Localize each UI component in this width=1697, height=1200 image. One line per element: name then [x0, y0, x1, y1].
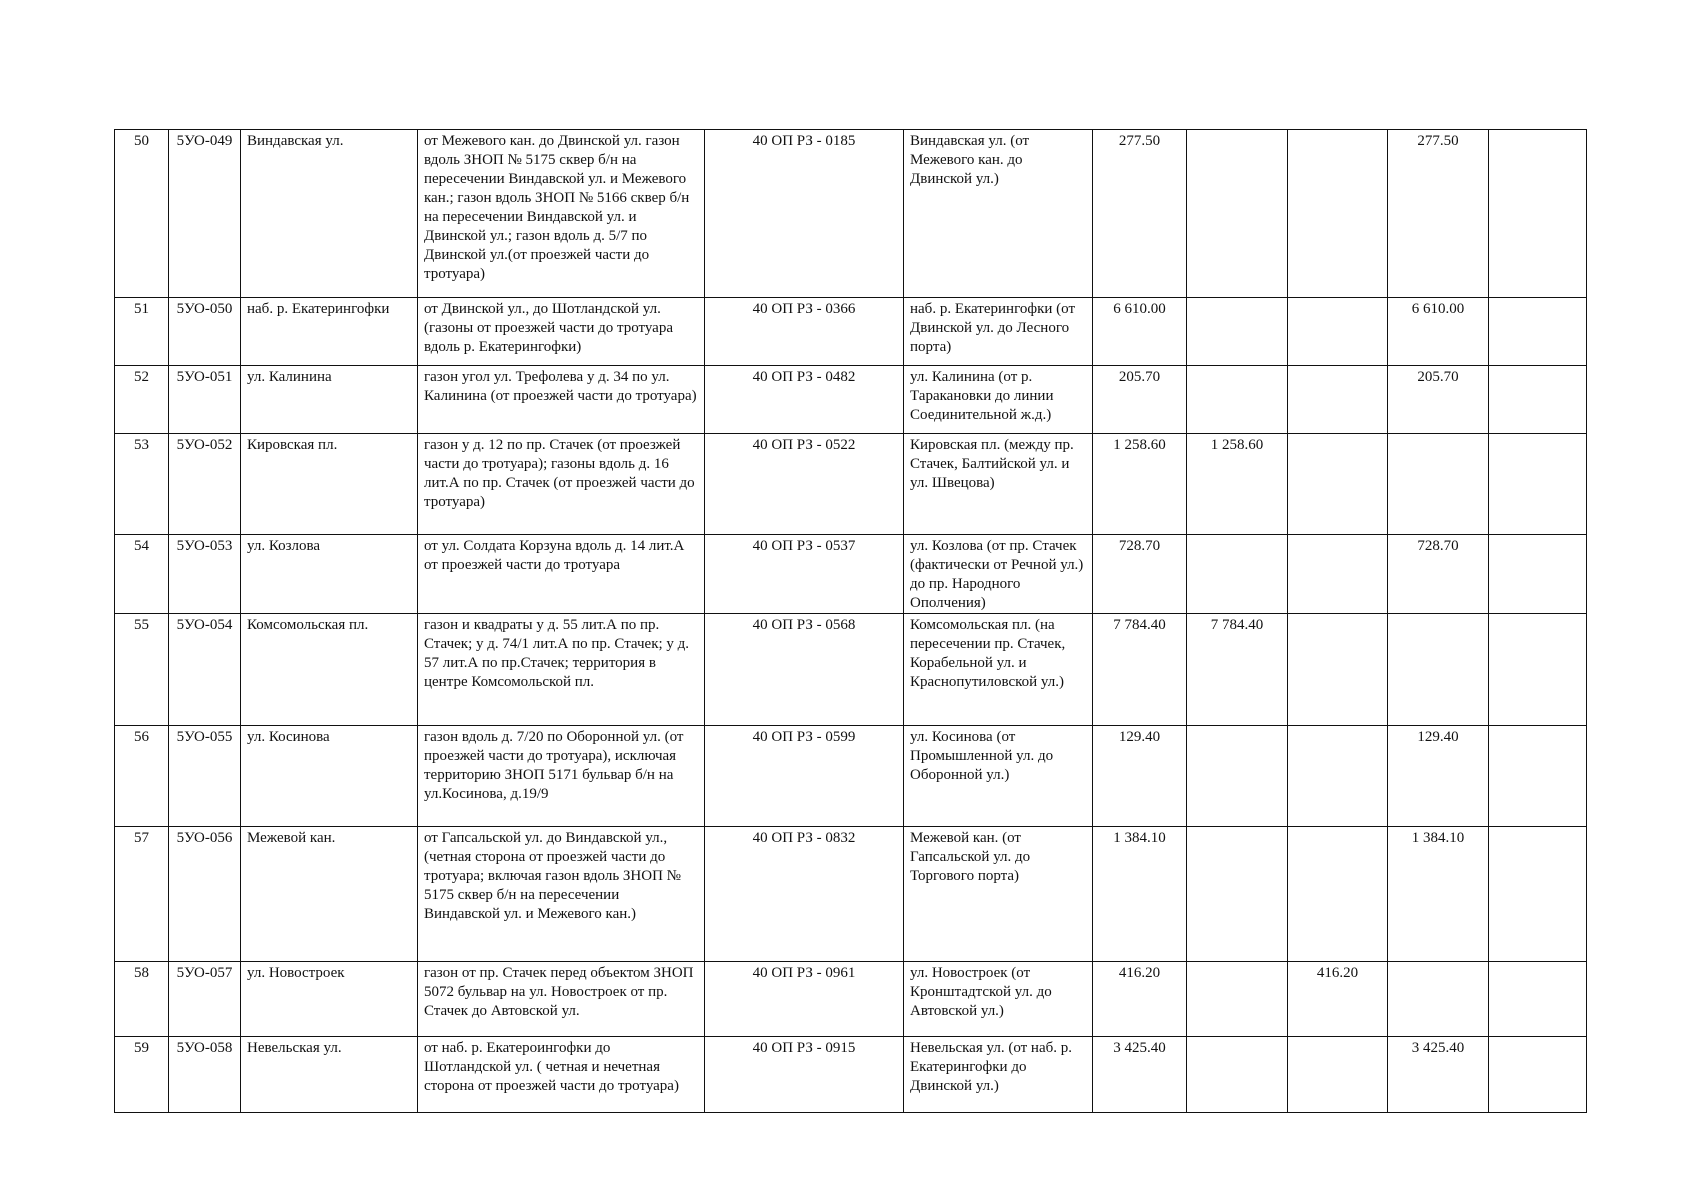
route-name-cell: Виндавская ул. (от Межевого кан. до Двинской ул.)	[904, 130, 1093, 298]
street-name-cell: Комсомольская пл.	[241, 614, 418, 726]
value-col-11-cell	[1489, 130, 1587, 298]
object-code-cell: 5УО-056	[169, 827, 241, 962]
value-col-9-cell	[1288, 1037, 1388, 1113]
value-col-8-cell	[1187, 298, 1288, 366]
area-total-cell: 3 425.40	[1093, 1037, 1187, 1113]
value-col-8-cell: 7 784.40	[1187, 614, 1288, 726]
value-col-9-cell	[1288, 535, 1388, 614]
route-name-cell: ул. Косинова (от Промышленной ул. до Оборонной ул.)	[904, 726, 1093, 827]
area-description-cell: газон и квадраты у д. 55 лит.А по пр. Стачек; у д. 74/1 лит.А по пр. Стачек; у д. 57 лит.А по пр.Стачек; территория в центре Комсомольской пл.	[418, 614, 705, 726]
value-col-9-cell	[1288, 366, 1388, 434]
value-col-8-cell	[1187, 366, 1288, 434]
route-name-cell: ул. Калинина (от р. Таракановки до линии Соединительной ж.д.)	[904, 366, 1093, 434]
route-name-cell: наб. р. Екатерингофки (от Двинской ул. до Лесного порта)	[904, 298, 1093, 366]
value-col-9-cell: 416.20	[1288, 962, 1388, 1037]
value-col-11-cell	[1489, 1037, 1587, 1113]
row-number-cell: 50	[115, 130, 169, 298]
object-code-cell: 5УО-049	[169, 130, 241, 298]
value-col-8-cell	[1187, 1037, 1288, 1113]
value-col-9-cell	[1288, 827, 1388, 962]
street-name-cell: ул. Новостроек	[241, 962, 418, 1037]
route-id-cell: 40 ОП РЗ - 0522	[705, 434, 904, 535]
value-col-11-cell	[1489, 434, 1587, 535]
row-number-cell: 54	[115, 535, 169, 614]
street-name-cell: ул. Козлова	[241, 535, 418, 614]
route-id-cell: 40 ОП РЗ - 0537	[705, 535, 904, 614]
value-col-10-cell: 205.70	[1388, 366, 1489, 434]
area-description-cell: от Двинской ул., до Шотландской ул. (газоны от проезжей части до тротуара вдоль р. Екатерингофки)	[418, 298, 705, 366]
area-description-cell: газон у д. 12 по пр. Стачек (от проезжей части до тротуара); газоны вдоль д. 16 лит.А по пр. Стачек (от проезжей части до тротуара)	[418, 434, 705, 535]
object-code-cell: 5УО-052	[169, 434, 241, 535]
row-number-cell: 57	[115, 827, 169, 962]
table-body	[115, 130, 1587, 1113]
row-number-cell: 51	[115, 298, 169, 366]
value-col-10-cell	[1388, 962, 1489, 1037]
street-name-cell: ул. Калинина	[241, 366, 418, 434]
object-code-cell: 5УО-055	[169, 726, 241, 827]
area-total-cell: 205.70	[1093, 366, 1187, 434]
area-total-cell: 129.40	[1093, 726, 1187, 827]
value-col-8-cell	[1187, 962, 1288, 1037]
area-description-cell: газон вдоль д. 7/20 по Оборонной ул. (от проезжей части до тротуара), исключая территорию ЗНОП 5171 бульвар б/н на ул.Косинова, д.19/9	[418, 726, 705, 827]
value-col-9-cell	[1288, 726, 1388, 827]
value-col-10-cell: 277.50	[1388, 130, 1489, 298]
row-number-cell: 56	[115, 726, 169, 827]
value-col-10-cell	[1388, 614, 1489, 726]
value-col-10-cell: 129.40	[1388, 726, 1489, 827]
route-id-cell: 40 ОП РЗ - 0568	[705, 614, 904, 726]
value-col-9-cell	[1288, 298, 1388, 366]
value-col-11-cell	[1489, 614, 1587, 726]
value-col-11-cell	[1489, 962, 1587, 1037]
street-name-cell: Невельская ул.	[241, 1037, 418, 1113]
value-col-11-cell	[1489, 827, 1587, 962]
area-description-cell: газон от пр. Стачек перед объектом ЗНОП 5072 бульвар на ул. Новостроек от пр. Стачек до Автовской ул.	[418, 962, 705, 1037]
value-col-8-cell	[1187, 535, 1288, 614]
table-row	[115, 614, 1587, 726]
row-number-cell: 53	[115, 434, 169, 535]
object-code-cell: 5УО-053	[169, 535, 241, 614]
table-row	[115, 726, 1587, 827]
value-col-8-cell: 1 258.60	[1187, 434, 1288, 535]
route-name-cell: ул. Козлова (от пр. Стачек (фактически от Речной ул.) до пр. Народного Ополчения)	[904, 535, 1093, 614]
route-name-cell: Комсомольская пл. (на пересечении пр. Стачек, Корабельной ул. и Краснопутиловской ул.)	[904, 614, 1093, 726]
area-description-cell: от Межевого кан. до Двинской ул. газон вдоль ЗНОП № 5175 сквер б/н на пересечении Виндавской ул. и Межевого кан.; газон вдоль ЗНОП № 5166 сквер б/н на пересечении Виндавской ул. и Двинской ул.; газон вдоль д. 5/7 по Двинской ул.(от проезжей части до тротуара)	[418, 130, 705, 298]
value-col-10-cell: 728.70	[1388, 535, 1489, 614]
table-row	[115, 827, 1587, 962]
area-description-cell: газон угол ул. Трефолева у д. 34 по ул. Калинина (от проезжей части до тротуара)	[418, 366, 705, 434]
route-id-cell: 40 ОП РЗ - 0366	[705, 298, 904, 366]
object-code-cell: 5УО-054	[169, 614, 241, 726]
route-id-cell: 40 ОП РЗ - 0482	[705, 366, 904, 434]
value-col-10-cell	[1388, 434, 1489, 535]
object-code-cell: 5УО-058	[169, 1037, 241, 1113]
street-name-cell: ул. Косинова	[241, 726, 418, 827]
route-id-cell: 40 ОП РЗ - 0599	[705, 726, 904, 827]
route-name-cell: Кировская пл. (между пр. Стачек, Балтийской ул. и ул. Швецова)	[904, 434, 1093, 535]
value-col-8-cell	[1187, 726, 1288, 827]
value-col-9-cell	[1288, 434, 1388, 535]
area-total-cell: 6 610.00	[1093, 298, 1187, 366]
row-number-cell: 58	[115, 962, 169, 1037]
area-description-cell: от наб. р. Екатероингофки до Шотландской ул. ( четная и нечетная сторона от проезжей части до тротуара)	[418, 1037, 705, 1113]
area-total-cell: 1 384.10	[1093, 827, 1187, 962]
route-id-cell: 40 ОП РЗ - 0961	[705, 962, 904, 1037]
route-name-cell: Межевой кан. (от Гапсальской ул. до Торгового порта)	[904, 827, 1093, 962]
row-number-cell: 55	[115, 614, 169, 726]
route-name-cell: ул. Новостроек (от Кронштадтской ул. до Автовской ул.)	[904, 962, 1093, 1037]
table-row	[115, 962, 1587, 1037]
object-code-cell: 5УО-057	[169, 962, 241, 1037]
value-col-10-cell: 1 384.10	[1388, 827, 1489, 962]
table-row	[115, 1037, 1587, 1113]
table-row	[115, 298, 1587, 366]
street-name-cell: Межевой кан.	[241, 827, 418, 962]
route-name-cell: Невельская ул. (от наб. р. Екатерингофки до Двинской ул.)	[904, 1037, 1093, 1113]
value-col-10-cell: 3 425.40	[1388, 1037, 1489, 1113]
street-name-cell: наб. р. Екатерингофки	[241, 298, 418, 366]
street-name-cell: Виндавская ул.	[241, 130, 418, 298]
table-row	[115, 535, 1587, 614]
table-row	[115, 434, 1587, 535]
registry-table	[114, 129, 1587, 1113]
street-name-cell: Кировская пл.	[241, 434, 418, 535]
value-col-8-cell	[1187, 827, 1288, 962]
value-col-9-cell	[1288, 614, 1388, 726]
route-id-cell: 40 ОП РЗ - 0185	[705, 130, 904, 298]
route-id-cell: 40 ОП РЗ - 0915	[705, 1037, 904, 1113]
object-code-cell: 5УО-051	[169, 366, 241, 434]
object-code-cell: 5УО-050	[169, 298, 241, 366]
area-description-cell: от ул. Солдата Корзуна вдоль д. 14 лит.А от проезжей части до тротуара	[418, 535, 705, 614]
area-total-cell: 7 784.40	[1093, 614, 1187, 726]
table-row	[115, 366, 1587, 434]
area-total-cell: 277.50	[1093, 130, 1187, 298]
area-total-cell: 1 258.60	[1093, 434, 1187, 535]
area-total-cell: 416.20	[1093, 962, 1187, 1037]
value-col-10-cell: 6 610.00	[1388, 298, 1489, 366]
area-description-cell: от Гапсальской ул. до Виндавской ул., (четная сторона от проезжей части до тротуара; включая газон вдоль ЗНОП № 5175 сквер б/н на пересечении Виндавской ул. и Межевого кан.)	[418, 827, 705, 962]
value-col-8-cell	[1187, 130, 1288, 298]
value-col-9-cell	[1288, 130, 1388, 298]
row-number-cell: 59	[115, 1037, 169, 1113]
value-col-11-cell	[1489, 726, 1587, 827]
value-col-11-cell	[1489, 298, 1587, 366]
row-number-cell: 52	[115, 366, 169, 434]
value-col-11-cell	[1489, 366, 1587, 434]
route-id-cell: 40 ОП РЗ - 0832	[705, 827, 904, 962]
table-row	[115, 130, 1587, 298]
value-col-11-cell	[1489, 535, 1587, 614]
area-total-cell: 728.70	[1093, 535, 1187, 614]
